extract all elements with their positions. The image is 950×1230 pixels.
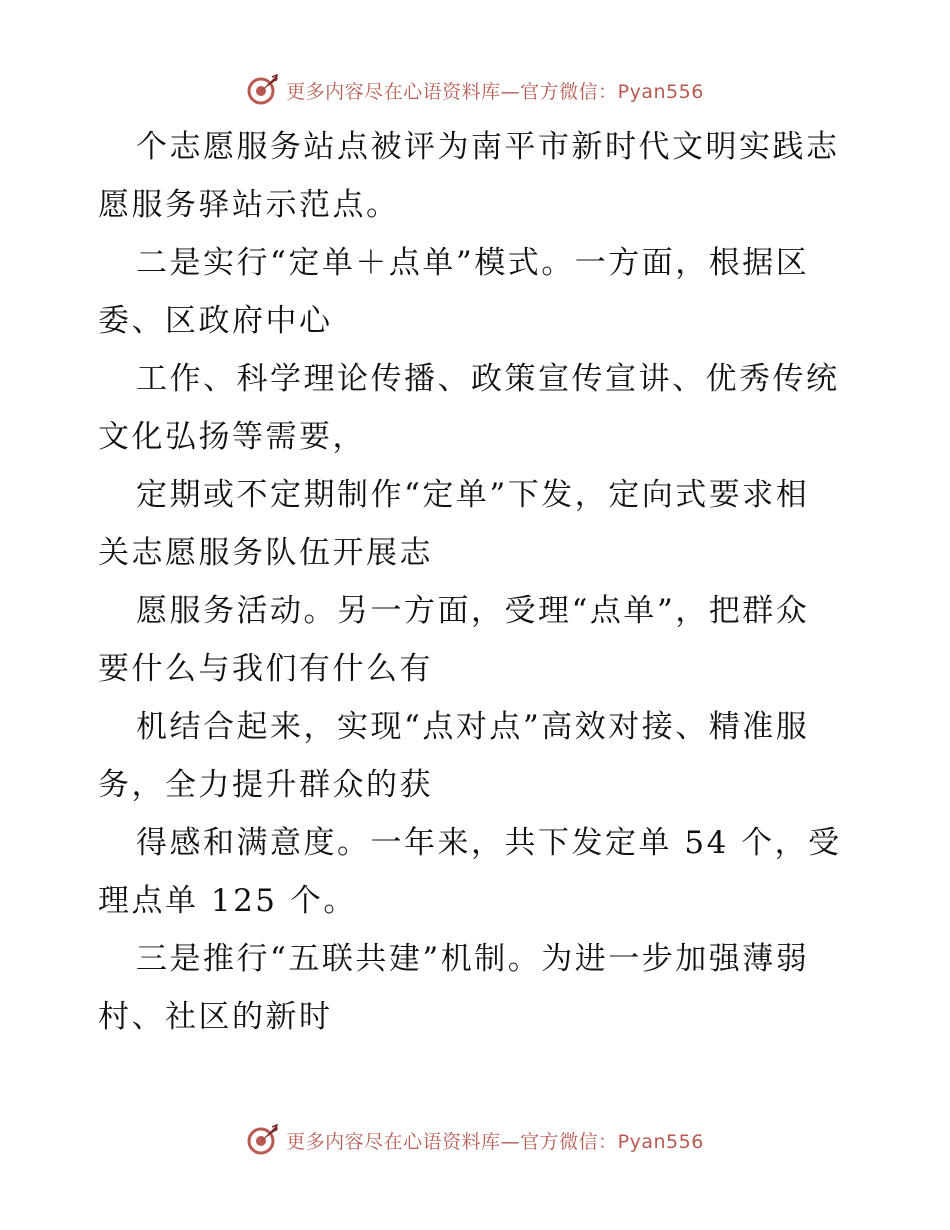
body-line: 个志愿服务站点被评为南平市新时代文明实践志: [136, 129, 840, 165]
body-line: 要什么与我们有什么有: [98, 651, 433, 687]
quill-circle-icon: [246, 1123, 280, 1157]
header-banner-content: [246, 73, 704, 107]
document-body: [98, 118, 858, 1046]
body-line: 二是实行“定单＋点单”模式。一方面，根据区: [136, 245, 810, 281]
quill-circle-icon: [246, 73, 280, 107]
body-line: 愿服务活动。另一方面，受理“点单”，把群众: [136, 593, 810, 629]
body-line: 委、区政府中心: [98, 303, 333, 339]
body-line: 定期或不定期制作“定单”下发，定向式要求相: [136, 477, 810, 513]
body-line: 机结合起来，实现“点对点”高效对接、精准服: [136, 709, 810, 745]
body-line: 理点单 125 个。: [98, 883, 357, 919]
header-banner: [0, 70, 950, 110]
body-line: 务，全力提升群众的获: [98, 767, 433, 803]
body-line: 文化弘扬等需要，: [98, 419, 366, 455]
footer-banner: [0, 1120, 950, 1160]
footer-banner-content: [246, 1123, 704, 1157]
footer-banner-text: 更多内容尽在心语资料库—官方微信：Pyan556: [286, 1130, 704, 1153]
body-line: 工作、科学理论传播、政策宣传宣讲、优秀传统: [136, 361, 840, 397]
body-line: 愿服务驿站示范点。: [98, 187, 400, 223]
body-line: 得感和满意度。一年来，共下发定单 54 个，受: [136, 825, 842, 861]
header-banner-text: 更多内容尽在心语资料库—官方微信：Pyan556: [286, 80, 704, 103]
body-line: 村、社区的新时: [98, 999, 333, 1035]
body-line: 关志愿服务队伍开展志: [98, 535, 433, 571]
body-line: 三是推行“五联共建”机制。为进一步加强薄弱: [136, 941, 810, 977]
